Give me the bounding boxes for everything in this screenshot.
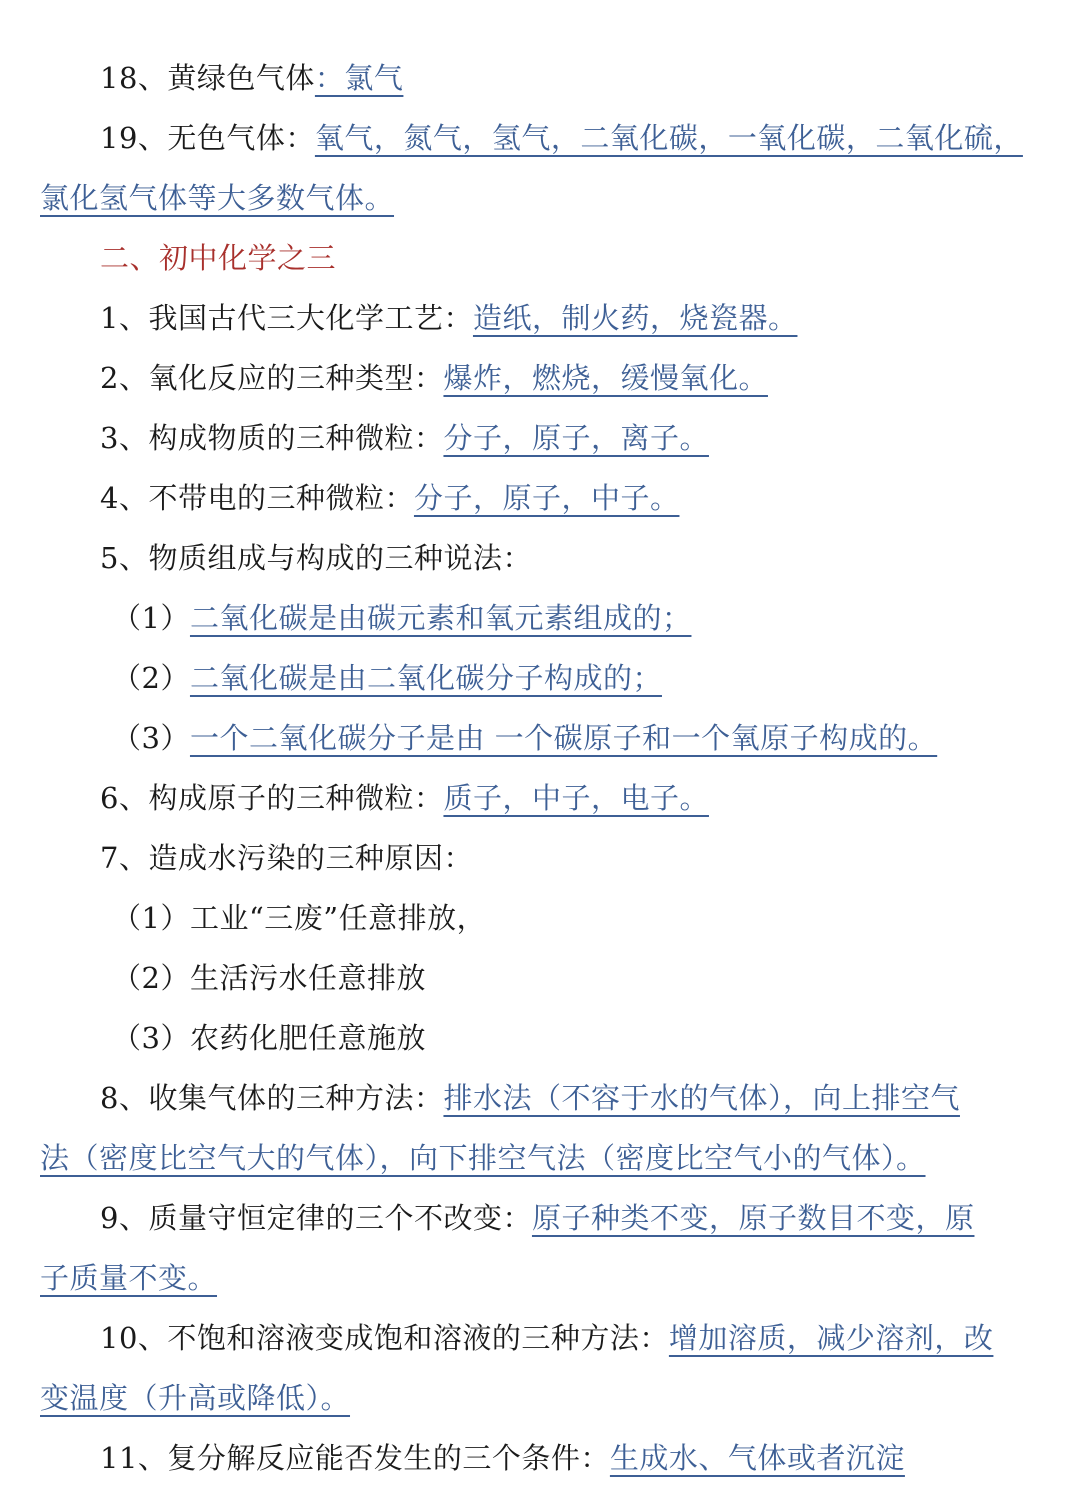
item-answer: 原子种类不变，原子数目不变，原 bbox=[531, 1201, 975, 1235]
item-question: 1、我国古代三大化学工艺： bbox=[100, 301, 473, 335]
list-item-5 bbox=[100, 538, 532, 578]
item-answer: 生成水、气体或者沉淀 bbox=[609, 1441, 905, 1475]
item-question: 2、氧化反应的三种类型： bbox=[100, 361, 444, 395]
list-item-19-cont bbox=[40, 178, 394, 218]
list-item-8 bbox=[100, 1078, 960, 1118]
item-question: （1） bbox=[112, 601, 190, 635]
item-question: （1）工业“三废”任意排放， bbox=[112, 901, 487, 935]
item-answer: 质子，中子，电子。 bbox=[443, 781, 709, 815]
item-answer: 排水法（不容于水的气体），向上排空气 bbox=[443, 1081, 960, 1115]
item-answer: 爆炸，燃烧，缓慢氧化。 bbox=[443, 361, 768, 395]
item-question: 6、构成原子的三种微粒： bbox=[100, 781, 444, 815]
item-answer: 一个二氧化碳分子是由 一个碳原子和一个氧原子构成的。 bbox=[189, 721, 938, 755]
item-question: （2） bbox=[112, 661, 190, 695]
item-question: 3、构成物质的三种微粒： bbox=[100, 421, 444, 455]
item-answer: 变温度（升高或降低）。 bbox=[40, 1381, 351, 1415]
sub-item-5-2 bbox=[112, 658, 662, 698]
item-question: 18、黄绿色气体 bbox=[100, 61, 315, 95]
item-answer: 氯化氢气体等大多数气体。 bbox=[40, 181, 395, 215]
item-question: （3） bbox=[112, 721, 190, 755]
item-question: （3）农药化肥任意施放 bbox=[112, 1021, 426, 1055]
list-item-18 bbox=[100, 58, 403, 98]
list-item-7 bbox=[100, 838, 473, 878]
list-item-19 bbox=[100, 118, 1023, 158]
sub-item-7-2 bbox=[112, 958, 426, 998]
item-answer: 氧气，氮气，氢气，二氧化碳，一氧化碳，二氧化硫， bbox=[314, 121, 1023, 155]
item-question: 4、不带电的三种微粒： bbox=[100, 481, 414, 515]
list-item-9 bbox=[100, 1198, 974, 1238]
list-item-6 bbox=[100, 778, 709, 818]
item-question: 10、不饱和溶液变成饱和溶液的三种方法： bbox=[100, 1321, 669, 1355]
item-answer: ：氯气 bbox=[314, 61, 404, 95]
list-item-9-cont bbox=[40, 1258, 217, 1298]
item-question: 8、收集气体的三种方法： bbox=[100, 1081, 444, 1115]
item-answer: 增加溶质，减少溶剂，改 bbox=[668, 1321, 994, 1355]
item-question: 11、复分解反应能否发生的三个条件： bbox=[100, 1441, 610, 1475]
list-item-3 bbox=[100, 418, 709, 458]
item-question: 7、造成水污染的三种原因： bbox=[100, 841, 473, 875]
item-question: （2）生活污水任意排放 bbox=[112, 961, 426, 995]
item-answer: 分子，原子，中子。 bbox=[413, 481, 680, 515]
sub-item-5-1 bbox=[112, 598, 691, 638]
list-item-11 bbox=[100, 1438, 905, 1478]
list-item-8-cont bbox=[40, 1138, 926, 1178]
item-question: 19、无色气体： bbox=[100, 121, 315, 155]
item-question: 9、质量守恒定律的三个不改变： bbox=[100, 1201, 532, 1235]
item-answer: 分子，原子，离子。 bbox=[443, 421, 709, 455]
list-item-2 bbox=[100, 358, 768, 398]
list-item-4 bbox=[100, 478, 679, 518]
item-question: 5、物质组成与构成的三种说法： bbox=[100, 541, 532, 575]
item-answer: 子质量不变。 bbox=[40, 1261, 218, 1295]
item-answer: 造纸，制火药，烧瓷器。 bbox=[472, 301, 798, 335]
section-heading: 二、初中化学之三 bbox=[100, 241, 337, 275]
sub-item-7-3 bbox=[112, 1018, 426, 1058]
item-answer: 二氧化碳是由碳元素和氧元素组成的； bbox=[189, 601, 692, 635]
item-answer: 二氧化碳是由二氧化碳分子构成的； bbox=[189, 661, 662, 695]
list-item-10 bbox=[100, 1318, 993, 1358]
list-item-10-cont bbox=[40, 1378, 350, 1418]
list-item-1 bbox=[100, 298, 797, 338]
sub-item-5-3 bbox=[112, 718, 937, 758]
item-answer: 法（密度比空气大的气体），向下排空气法（密度比空气小的气体）。 bbox=[40, 1141, 926, 1175]
sub-item-7-1 bbox=[112, 898, 486, 938]
